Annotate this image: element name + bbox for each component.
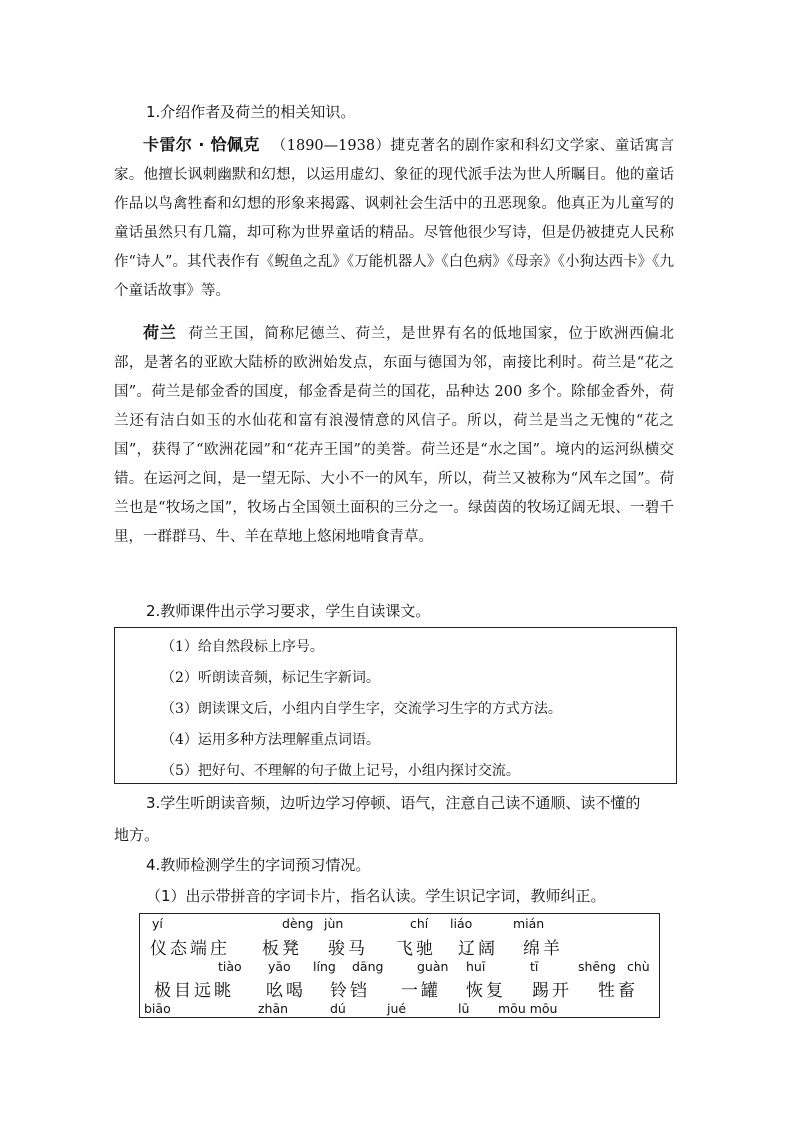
author-paragraph	[114, 130, 674, 306]
holland-paragraph	[114, 318, 674, 552]
pinyin-ti: tī	[530, 959, 539, 974]
section-2-heading: 2.教师课件出示学习要求，学生自读课文。	[146, 602, 431, 620]
requirement-5: （5）把好句、不理解的句子做上记号，小组内探讨交流。	[161, 763, 520, 779]
word-tikai: 踢开	[532, 981, 572, 1001]
word-bandeng: 板凳	[262, 939, 302, 959]
pinyin-deng: dèng	[282, 916, 314, 931]
requirement-3: （3）朗读课文后，小组内自学生字，交流学习生字的方式方法。	[161, 701, 562, 717]
word-liaokuo: 辽阔	[458, 939, 498, 959]
requirement-4: （4）运用多种方法理解重点词语。	[161, 732, 380, 748]
author-text: （1890—1938）捷克著名的剧作家和科幻文学家、童话寓言家。他擅长讽刺幽默和幻想，以运用虚幻、象征的现代派手法为世人所瞩目。他的童话作品以鸟禽牲畜和幻想的形象来揭露、讽刺社会生活中的丑恶现象。他真正为儿童写的童话虽然只有几篇，却可称为世界童话的精品。尽管他很少写诗，但是仍被捷克人民称作“诗人”。其代表作有《鲵鱼之乱》《万能机器人》《白色病》《母亲》《小狗达西卡》《九个童话故事》等。	[114, 138, 674, 299]
pinyin-hui: huī	[466, 959, 486, 974]
pinyin-chi: chí	[410, 916, 429, 931]
requirement-2: （2）听朗读音频，标记生字新词。	[161, 670, 380, 686]
word-yaohe: 吆喝	[266, 981, 306, 1001]
word-jimuyuantiao: 极目远眺	[154, 981, 234, 1001]
pinyin-mian: mián	[513, 916, 545, 931]
pinyin-liao: liáo	[450, 916, 473, 931]
pinyin-du: dú	[330, 1001, 346, 1016]
pinyin-moumou: mōu mōu	[498, 1001, 558, 1016]
pinyin-ling: líng	[313, 959, 336, 974]
word-yiguan: 一罐	[401, 981, 441, 1001]
requirements-box	[114, 627, 677, 784]
pinyin-biao: biāo	[144, 1001, 171, 1016]
pinyin-zhan: zhān	[258, 1001, 289, 1016]
word-feichi: 飞驰	[396, 939, 436, 959]
holland-text: 荷兰王国，简称尼德兰、荷兰，是世界有名的低地国家，位于欧洲西偏北部，是著名的亚欧大陆桥的欧洲始发点，东面与德国为邻，南接比利时。荷兰是“花之国”。荷兰是郁金香的国度，郁金香是荷兰的国花，品种达 200 多个。除郁金香外，荷兰还有洁白如玉的水仙花和富有浪漫情意的风信子。所以，荷兰是当之无愧的“花之国”，获得了“欧洲花园”和“花卉王国”的美誉。荷兰还是“水之国”。境内的运河纵横交错。在运河之间，是一望无际、大小不一的风车，所以，荷兰又被称为“风车之国”。荷兰也是“牧场之国”，牧场占全国领土面积的三分之一。绿茵茵的牧场辽阔无垠、一碧千里，一群群马、牛、羊在草地上悠闲地啃食青草。	[114, 326, 674, 545]
pinyin-jun: jùn	[324, 916, 344, 931]
section-4-heading: 4.教师检测学生的字词预习情况。	[146, 856, 371, 874]
requirement-1: （1）给自然段标上序号。	[161, 639, 324, 655]
word-card-box	[139, 913, 660, 1018]
pinyin-dang: dāng	[352, 959, 384, 974]
pinyin-yi: yí	[152, 916, 163, 931]
pinyin-sheng: shēng	[578, 959, 616, 974]
pinyin-yao: yāo	[268, 959, 291, 974]
word-huifu: 恢复	[466, 981, 506, 1001]
section-3-line-2: 地方。	[114, 826, 160, 844]
word-yitaiduanzhuang: 仪态端庄	[150, 939, 230, 959]
word-mianyang: 绵羊	[523, 939, 563, 959]
holland-name: 荷兰	[143, 323, 177, 342]
word-junma: 骏马	[328, 939, 368, 959]
author-name: 卡雷尔 · 恰佩克	[143, 135, 260, 154]
pinyin-jue: jué	[387, 1001, 407, 1016]
pinyin-tiao: tiào	[218, 959, 242, 974]
pinyin-chu: chù	[627, 959, 650, 974]
section-1-heading: 1.介绍作者及荷兰的相关知识。	[146, 103, 356, 121]
pinyin-lu: lū	[458, 1001, 470, 1016]
pinyin-guan: guàn	[417, 959, 449, 974]
section-4-subheading: （1）出示带拼音的字词卡片，指名认读。学生识记字词，教师纠正。	[146, 887, 606, 905]
word-shengchu: 牲畜	[598, 981, 638, 1001]
section-3-line-1: 3.学生听朗读音频，边听边学习停顿、语气，注意自己读不通顺、读不懂的	[146, 794, 641, 812]
word-lingdang: 铃铛	[330, 981, 370, 1001]
